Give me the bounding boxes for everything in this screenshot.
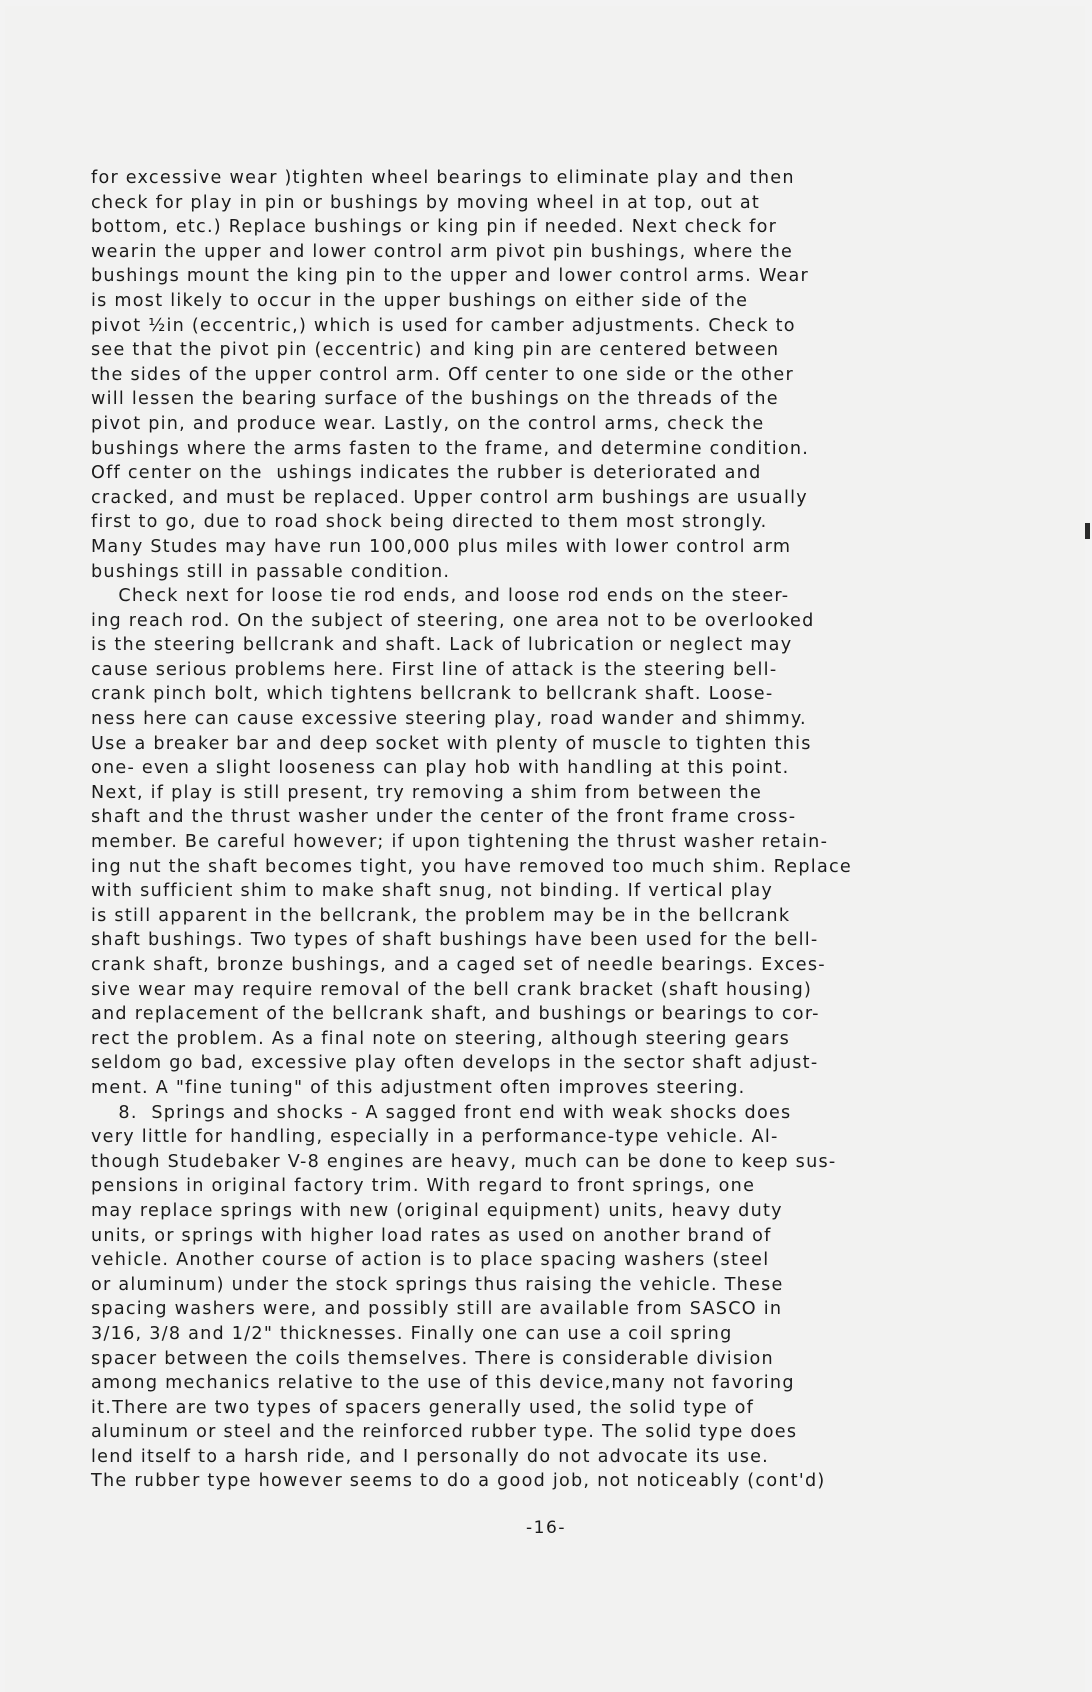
text-line: is still apparent in the bellcrank, the problem may be in the bellcrank (91, 905, 791, 926)
text-line: units, or springs with higher load rates as used on another brand of (91, 1225, 772, 1246)
text-line: Check next for loose tie rod ends, and loose rod ends on the steer- (91, 586, 790, 607)
text-line: first to go, due to road shock being directed to them most strongly. (91, 512, 768, 533)
text-line: crank shaft, bronze bushings, and a caged set of needle bearings. Exces- (91, 955, 826, 975)
text-line: cracked, and must be replaced. Upper control arm bushings are usually (91, 487, 808, 508)
text-line: bushings still in passable condition. (91, 561, 451, 582)
text-line: among mechanics relative to the use of this device,many not favoring (91, 1373, 795, 1394)
text-line: though Studebaker V-8 engines are heavy, much can be done to keep sus- (91, 1151, 837, 1172)
text-line: the sides of the upper control arm. Off center to one side or the other (91, 364, 794, 385)
text-line: bushings mount the king pin to the upper and lower control arms. Wear (91, 266, 810, 287)
text-line: crank pinch bolt, which tightens bellcrank to bellcrank shaft. Loose- (91, 684, 774, 705)
text-line: ing reach rod. On the subject of steering, one area not to be overlooked (91, 610, 815, 631)
text-line: it.There are two types of spacers generally used, the solid type of (91, 1397, 755, 1418)
text-line: Next, if play is still present, try removing a shim from between the (91, 782, 763, 803)
text-line: is the steering bellcrank and shaft. Lack of lubrication or neglect may (91, 635, 793, 656)
text-line: member. Be careful however; if upon tightening the thrust washer retain- (91, 832, 829, 853)
text-line: ness here can cause excessive steering play, road wander and shimmy. (91, 709, 807, 730)
text-line: shaft bushings. Two types of shaft bushings have been used for the bell- (91, 930, 819, 951)
text-line: bottom, etc.) Replace bushings or king pin if needed. Next check for (91, 217, 778, 238)
text-line: for excessive wear )tighten wheel bearings to eliminate play and then (91, 168, 795, 188)
text-line: Many Studes may have run 100,000 plus miles with lower control arm (91, 536, 792, 557)
text-line: is most likely to occur in the upper bushings on either side of the (91, 290, 749, 311)
text-line: spacer between the coils themselves. There is considerable division (91, 1348, 774, 1369)
text-line: pivot ½in (eccentric,) which is used for camber adjustments. Check to (91, 315, 796, 336)
edge-mark (1085, 523, 1090, 539)
text-line: may replace springs with new (original equipment) units, heavy duty (91, 1200, 783, 1221)
text-line: check for play in pin or bushings by moving wheel in at top, out at (91, 192, 761, 213)
text-line: ment. A "fine tuning" of this adjustment often improves steering. (91, 1077, 746, 1098)
text-line: seldom go bad, excessive play often develops in the sector shaft adjust- (91, 1053, 819, 1074)
text-line: rect the problem. As a final note on steering, although steering gears (91, 1028, 790, 1049)
text-line: very little for handling, especially in a performance-type vehicle. Al- (91, 1127, 779, 1148)
text-line: ing nut the shaft becomes tight, you have removed too much shim. Replace (91, 856, 852, 877)
text-line: lend itself to a harsh ride, and I personally do not advocate its use. (91, 1446, 770, 1467)
text-line: or aluminum) under the stock springs thus raising the vehicle. These (91, 1274, 784, 1295)
text-line: Use a breaker bar and deep socket with plenty of muscle to tighten this (91, 733, 812, 754)
text-line: 8. Springs and shocks - A sagged front end with weak shocks does (91, 1102, 792, 1123)
text-line: wearin the upper and lower control arm pivot pin bushings, where the (91, 241, 794, 262)
text-line: and replacement of the bellcrank shaft, and bushings or bearings to cor- (91, 1004, 820, 1025)
text-line: Off center on the ushings indicates the rubber is deteriorated and (91, 463, 762, 484)
text-line: aluminum or steel and the reinforced rubber type. The solid type does (91, 1422, 798, 1443)
text-line: sive wear may require removal of the bell crank bracket (shaft housing) (91, 979, 813, 1000)
text-line: shaft and the thrust washer under the center of the front frame cross- (91, 807, 797, 828)
text-line: The rubber type however seems to do a good job, not noticeably (cont'd) (91, 1471, 826, 1492)
text-line: 3/16, 3/8 and 1/2" thicknesses. Finally one can use a coil spring (91, 1323, 733, 1344)
text-line: pensions in original factory trim. With regard to front springs, one (91, 1176, 756, 1197)
page-number: -16- (526, 1518, 566, 1538)
text-line: cause serious problems here. First line of attack is the steering bell- (91, 659, 778, 680)
text-line: see that the pivot pin (eccentric) and king pin are centered between (91, 340, 780, 361)
text-line: bushings where the arms fasten to the frame, and determine condition. (91, 438, 810, 459)
text-line: will lessen the bearing surface of the bushings on the threads of the (91, 389, 779, 410)
body-text (91, 166, 1001, 1494)
text-line: vehicle. Another course of action is to place spacing washers (steel (91, 1250, 770, 1271)
text-line: pivot pin, and produce wear. Lastly, on the control arms, check the (91, 413, 765, 434)
text-line: one- even a slight looseness can play hob with handling at this point. (91, 758, 790, 779)
text-line: with sufficient shim to make shaft snug, not binding. If vertical play (91, 881, 774, 902)
text-line: spacing washers were, and possibly still are available from SASCO in (91, 1299, 783, 1320)
